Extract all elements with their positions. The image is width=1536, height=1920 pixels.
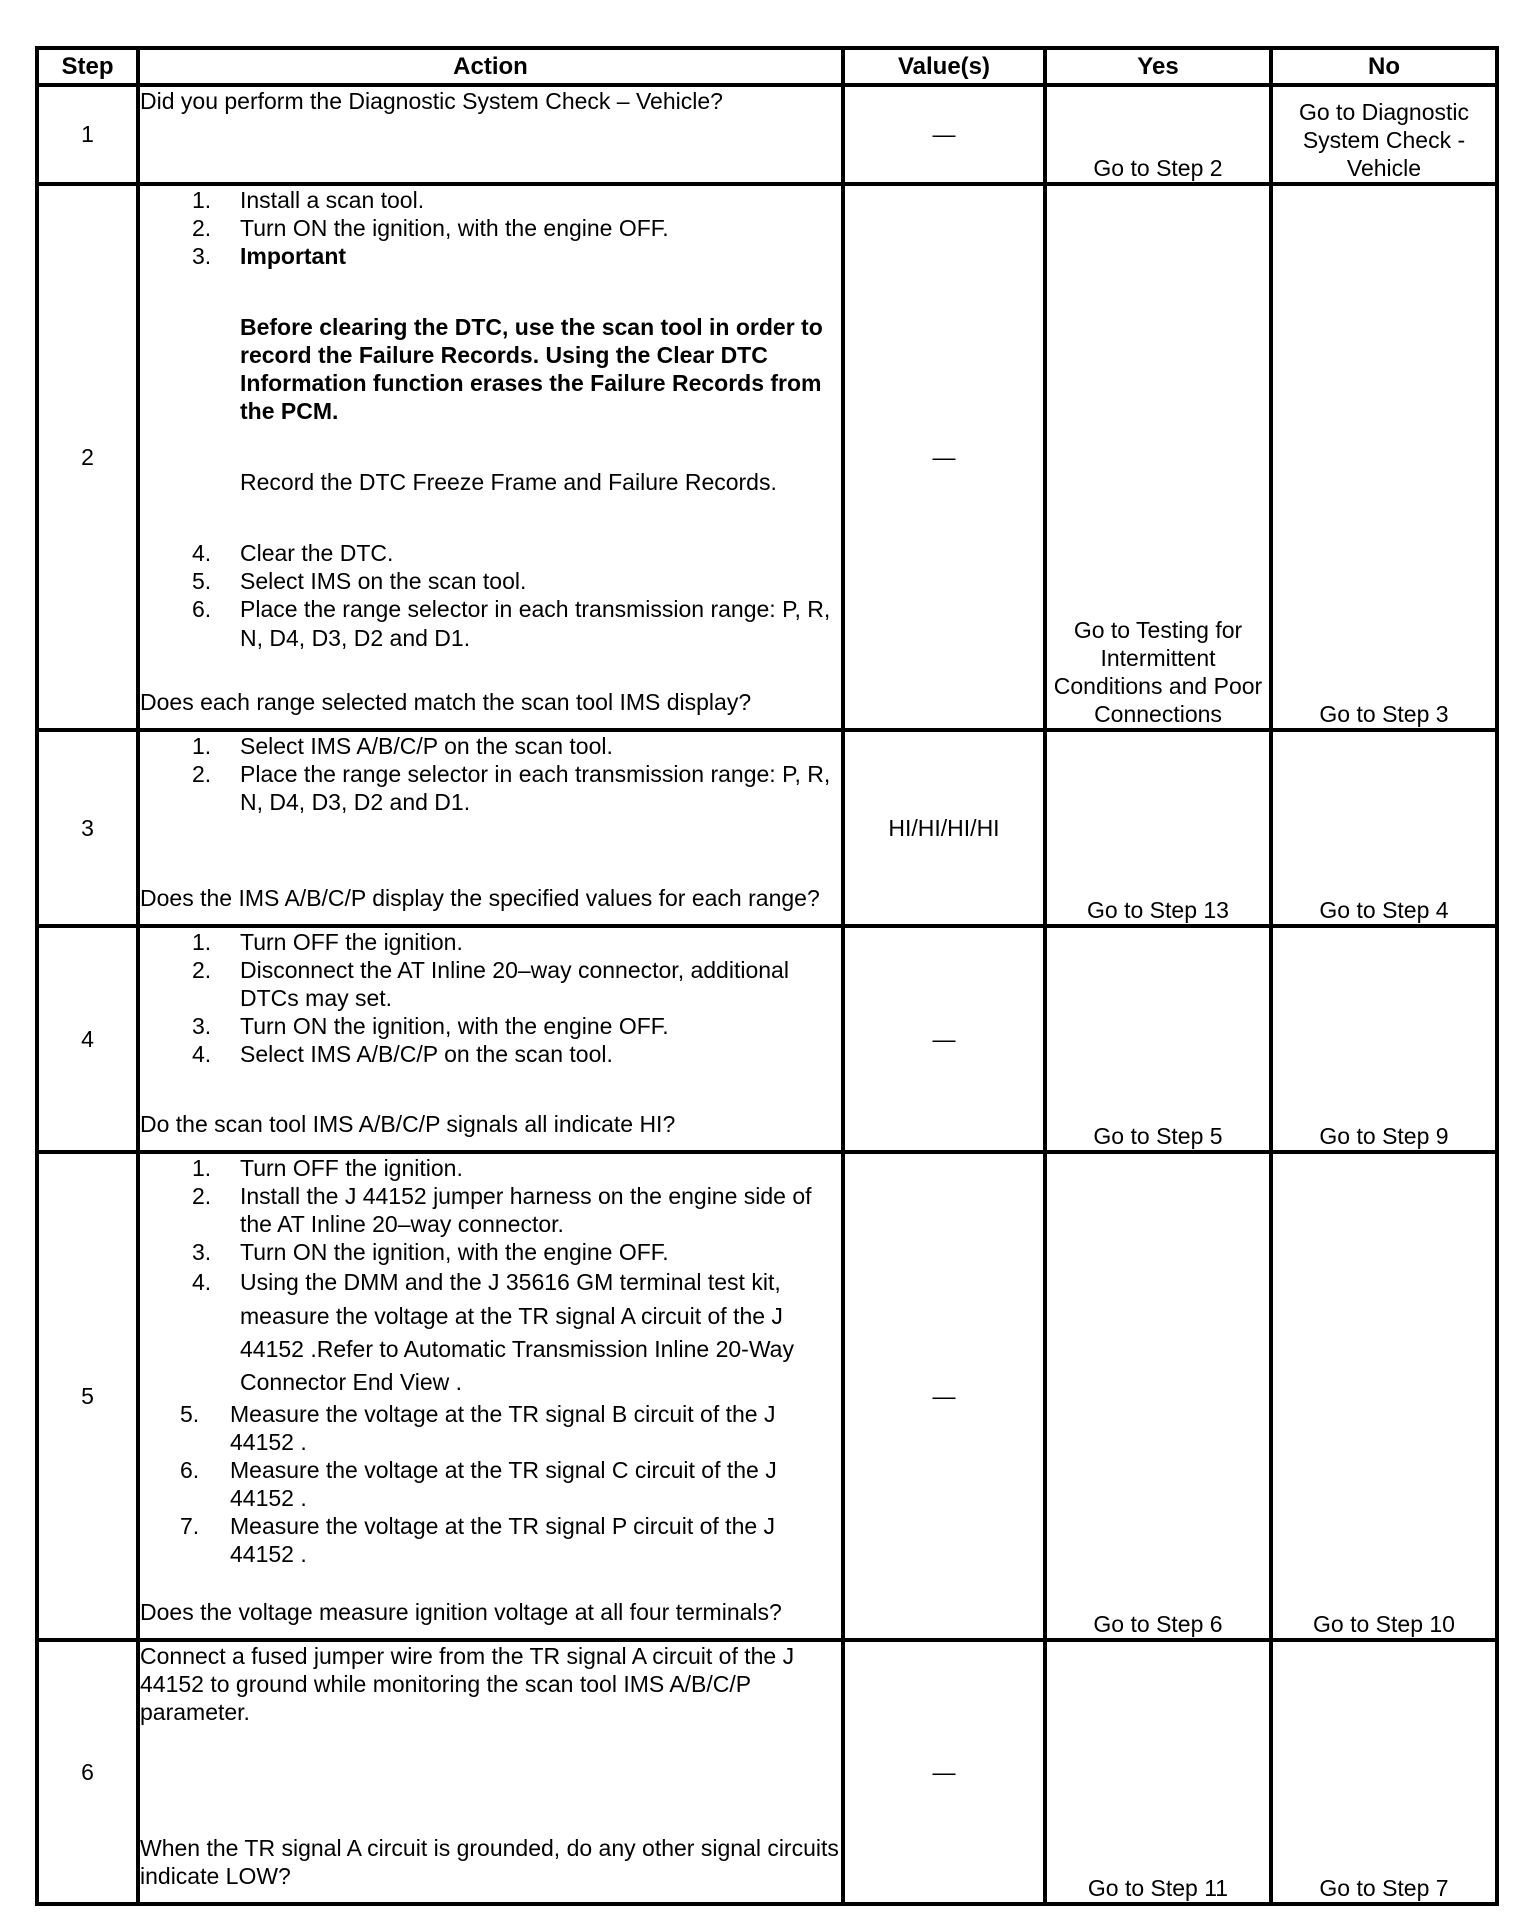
list-item: 3. Turn ON the ignition, with the engine OFF.	[192, 1013, 669, 1040]
step-number: 1	[37, 85, 138, 184]
step-number: 2	[37, 184, 138, 730]
question-text: Does the IMS A/B/C/P display the specified values for each range?	[140, 884, 820, 911]
header-row	[37, 48, 1497, 85]
list-item: 2. Install the J 44152 jumper harness on the engine side of the AT Inline 20–way connector.	[192, 1183, 812, 1238]
action-list	[140, 732, 841, 816]
value-cell: —	[843, 184, 1045, 730]
action-list	[140, 1154, 841, 1400]
list-item: 1. Turn OFF the ignition.	[192, 929, 463, 955]
header-step: Step	[37, 48, 138, 85]
action-cell	[138, 85, 843, 184]
value-cell: —	[843, 926, 1045, 1152]
header-yes: Yes	[1045, 48, 1271, 85]
no-cell: Go to Step 4	[1271, 730, 1497, 926]
action-cell	[138, 1152, 843, 1640]
value-cell: —	[843, 85, 1045, 184]
list-item: 3. Turn ON the ignition, with the engine OFF.	[192, 1239, 669, 1266]
list-item: 2. Disconnect the AT Inline 20–way connector, additional DTCs may set.	[192, 957, 789, 1012]
list-item: 2. Turn ON the ignition, with the engine OFF.	[192, 215, 669, 242]
value-cell: —	[843, 1640, 1045, 1904]
action-cell	[138, 1640, 843, 1904]
header-action: Action	[138, 48, 843, 85]
no-cell: Go to Step 9	[1271, 926, 1497, 1152]
important-note: Before clearing the DTC, use the scan tool in order to record the Failure Records. Using the Clear DTC Information function erases the Failure Records from the PCM.	[240, 314, 823, 425]
no-cell: Go to Step 3	[1271, 184, 1497, 730]
yes-cell: Go to Step 13	[1045, 730, 1271, 926]
step-number: 6	[37, 1640, 138, 1904]
list-item: 5. Select IMS on the scan tool.	[192, 568, 527, 595]
list-item: 5. Measure the voltage at the TR signal B circuit of the J 44152 .	[180, 1400, 776, 1455]
list-item: 1. Select IMS A/B/C/P on the scan tool.	[192, 733, 613, 759]
table-row	[37, 926, 1497, 1152]
yes-cell: Go to Step 5	[1045, 926, 1271, 1152]
list-item: 6. Place the range selector in each transmission range: P, R, N, D4, D3, D2 and D1.	[192, 596, 831, 651]
table-row	[37, 1640, 1497, 1904]
no-cell: Go to Step 10	[1271, 1152, 1497, 1640]
table-row	[37, 85, 1497, 184]
list-item: 4. Clear the DTC.	[192, 540, 394, 567]
important-label: Important	[240, 243, 347, 270]
question-text: When the TR signal A circuit is grounded, do any other signal circuits indicate LOW?	[140, 1834, 839, 1889]
question-text: Did you perform the Diagnostic System Check – Vehicle?	[140, 88, 723, 114]
yes-cell: Go to Testing for Intermittent Conditions and Poor Connections	[1045, 184, 1271, 730]
question-text: Does each range selected match the scan tool IMS display?	[140, 688, 752, 715]
question-text: Do the scan tool IMS A/B/C/P signals all indicate HI?	[140, 1110, 676, 1137]
action-cell	[138, 730, 843, 926]
list-item: 7. Measure the voltage at the TR signal P circuit of the J 44152 .	[180, 1512, 776, 1567]
list-item: 4. Select IMS A/B/C/P on the scan tool.	[192, 1041, 613, 1068]
step-number: 5	[37, 1152, 138, 1640]
yes-cell: Go to Step 11	[1045, 1640, 1271, 1904]
list-item: 1. Install a scan tool.	[192, 187, 425, 213]
no-cell: Go to Diagnostic System Check - Vehicle	[1271, 85, 1497, 184]
table-row	[37, 184, 1497, 730]
list-item: 4. Using the DMM and the J 35616 GM terminal test kit, measure the voltage at the TR signal A circuit of the J 44152 .Refer to Automatic Transmission Inline 20-Way Connector End View .	[192, 1269, 794, 1396]
question-text: Does the voltage measure ignition voltage at all four terminals?	[140, 1598, 782, 1625]
list-item: 2. Place the range selector in each transmission range: P, R, N, D4, D3, D2 and D1.	[192, 761, 831, 816]
table-row	[37, 1152, 1497, 1640]
header-no: No	[1271, 48, 1497, 85]
list-item: 1. Turn OFF the ignition.	[192, 1155, 463, 1181]
step-number: 3	[37, 730, 138, 926]
instruction-text: Connect a fused jumper wire from the TR signal A circuit of the J 44152 to ground while monitoring the scan tool IMS A/B/C/P parameter.	[140, 1643, 795, 1726]
value-cell: HI/HI/HI/HI	[843, 730, 1045, 926]
yes-cell: Go to Step 2	[1045, 85, 1271, 184]
value-cell: —	[843, 1152, 1045, 1640]
table-row	[37, 730, 1497, 926]
action-list	[140, 1400, 841, 1568]
action-cell	[138, 184, 843, 730]
header-values: Value(s)	[843, 48, 1045, 85]
action-list	[140, 186, 841, 496]
action-list	[140, 928, 841, 1068]
no-cell: Go to Step 7	[1271, 1640, 1497, 1904]
list-item: 3. Important Before clearing the DTC, use the scan tool in order to record the Failure Records. Using the Clear DTC Information function erases the Failure Records from the PCM. Record the DTC Freeze Frame and Failure Records.	[140, 242, 841, 496]
diagnostic-table	[35, 46, 1499, 1906]
list-item: 6. Measure the voltage at the TR signal C circuit of the J 44152 .	[180, 1456, 777, 1511]
yes-cell: Go to Step 6	[1045, 1152, 1271, 1640]
step-number: 4	[37, 926, 138, 1152]
action-list	[140, 539, 841, 651]
action-cell	[138, 926, 843, 1152]
record-instruction: Record the DTC Freeze Frame and Failure Records.	[240, 469, 777, 496]
